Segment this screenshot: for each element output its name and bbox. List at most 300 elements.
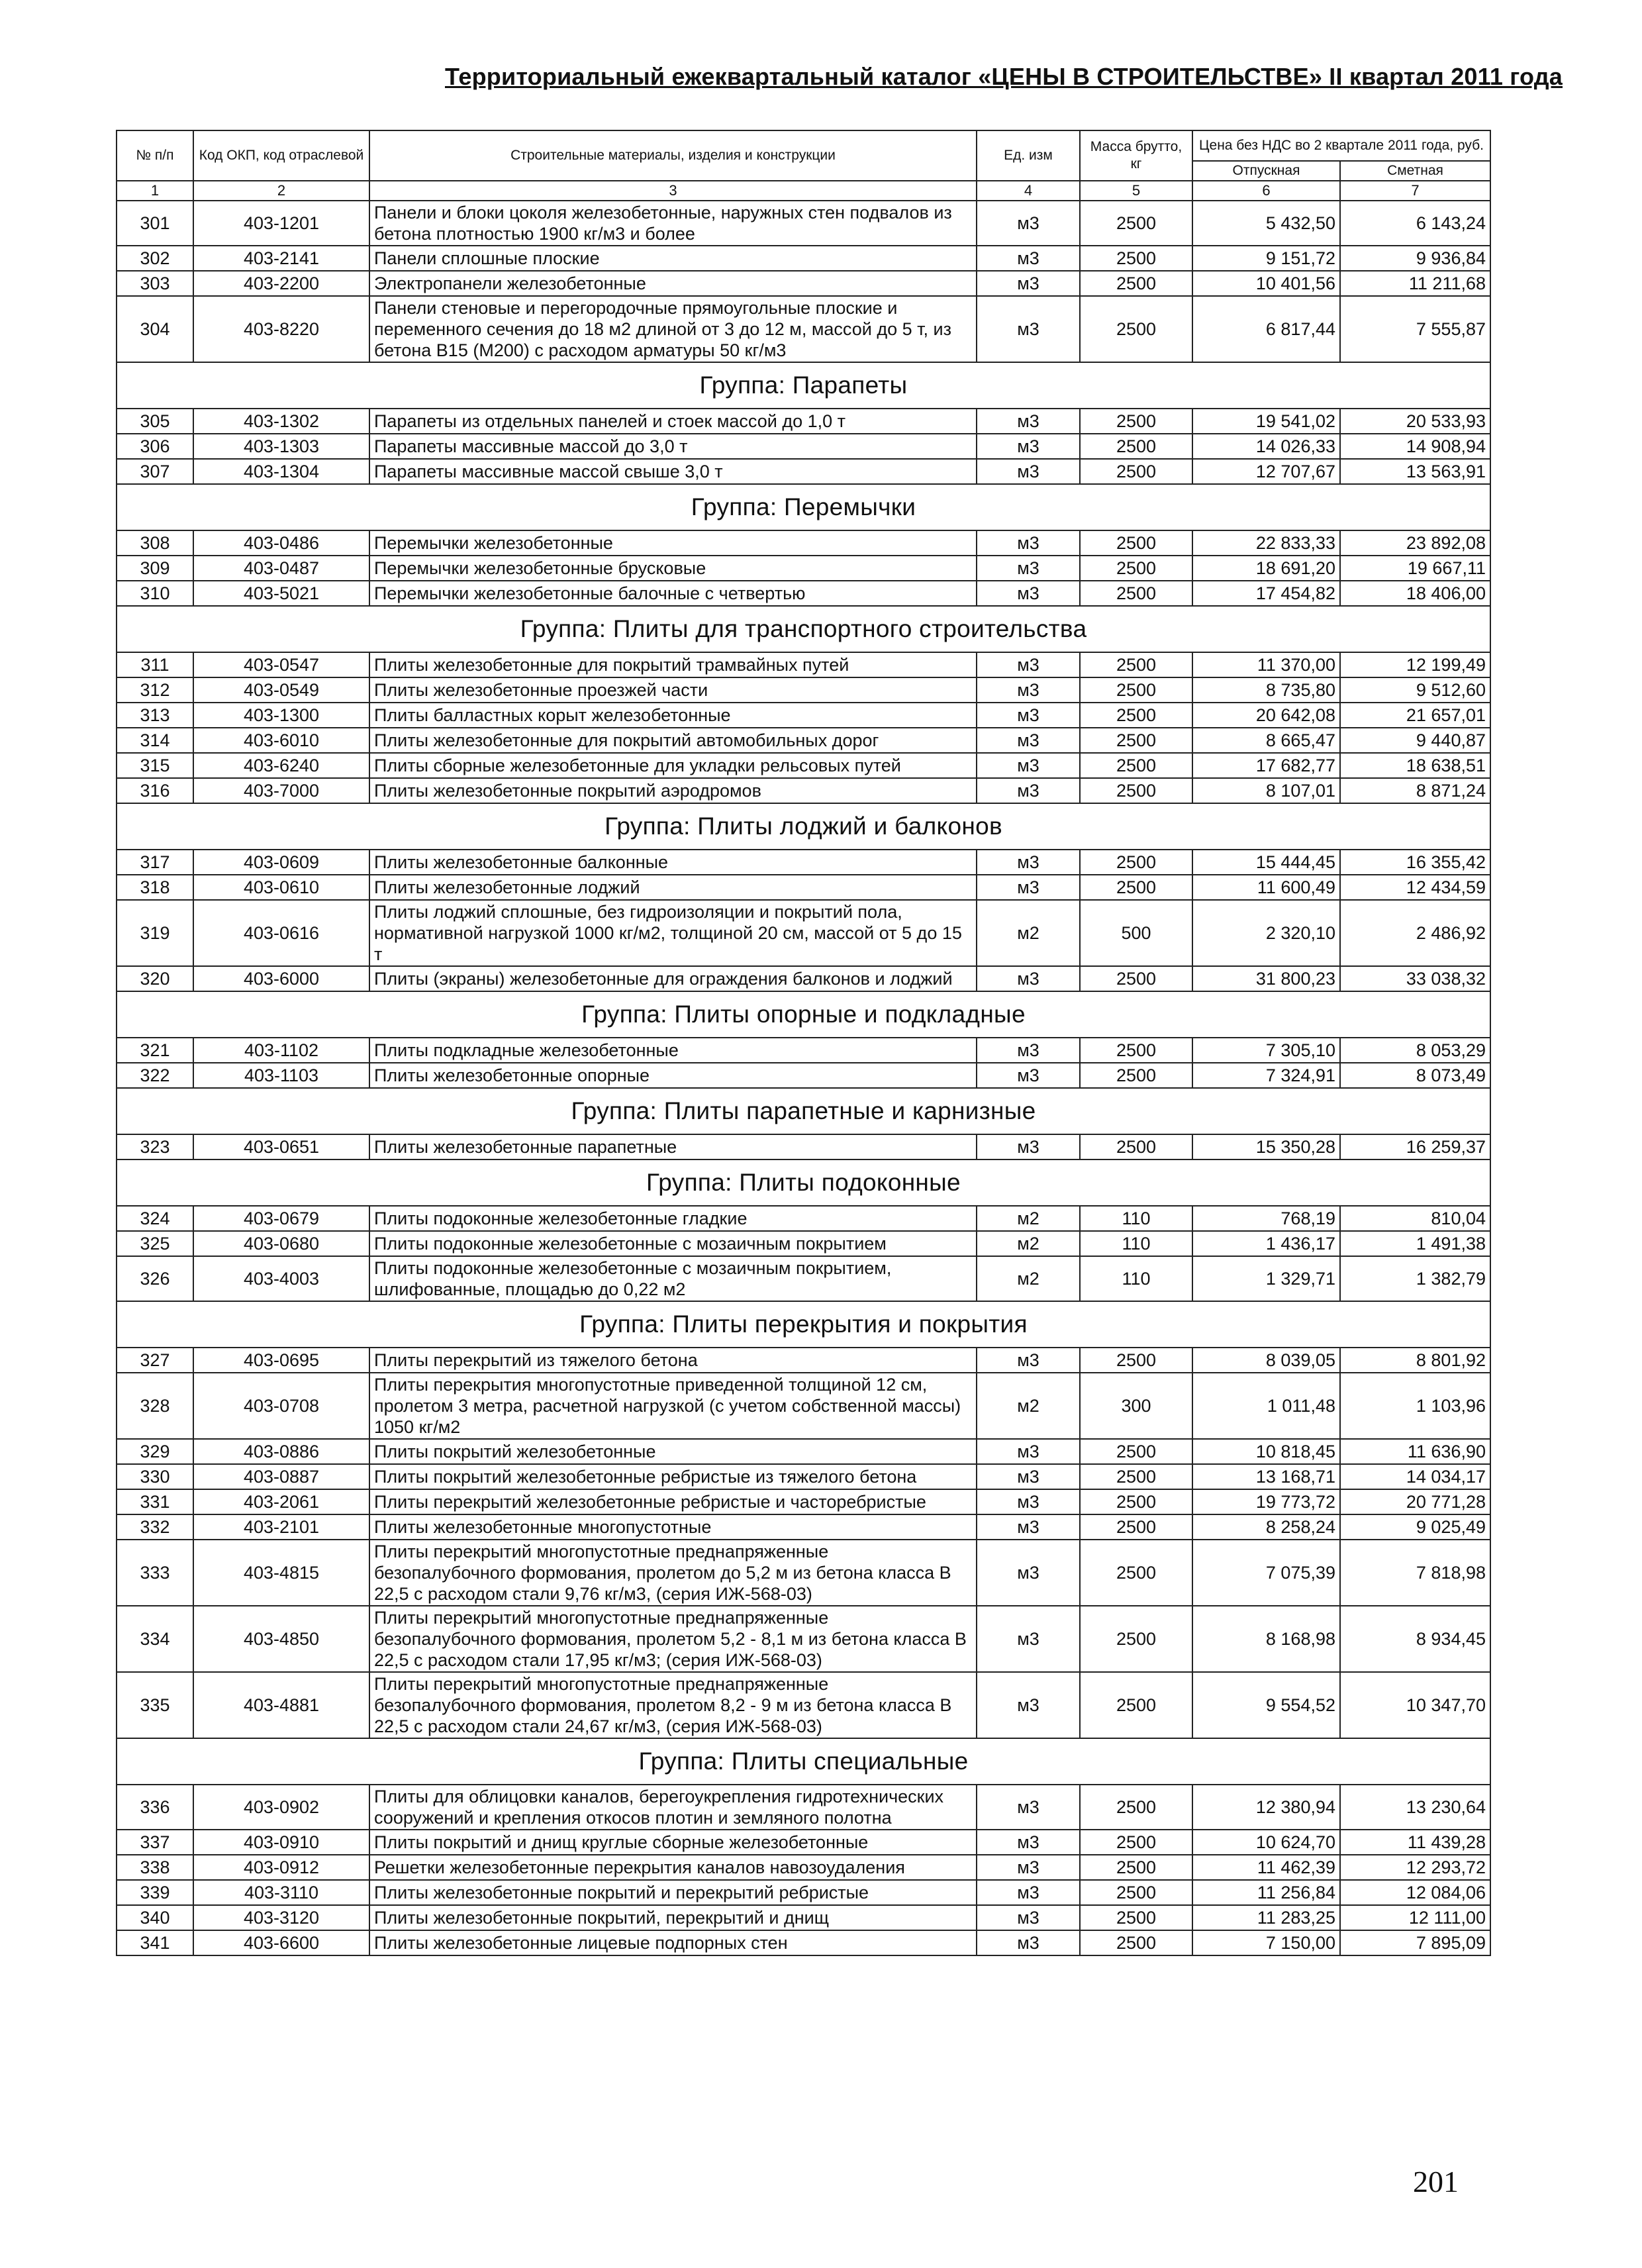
unit: м3 [977,296,1080,362]
header-price-estimate: Сметная [1340,161,1490,181]
material-name: Плиты подкладные железобетонные [369,1038,977,1063]
gross-mass: 2500 [1080,677,1192,703]
gross-mass: 2500 [1080,1489,1192,1514]
row-number: 324 [117,1206,193,1231]
row-number: 337 [117,1830,193,1855]
release-price: 20 642,08 [1192,703,1340,728]
unit: м3 [977,409,1080,434]
header-unit: Ед. изм [977,130,1080,181]
release-price: 8 168,98 [1192,1606,1340,1672]
gross-mass: 2500 [1080,1785,1192,1830]
gross-mass: 2500 [1080,296,1192,362]
estimate-price: 12 084,06 [1340,1880,1490,1905]
unit: м3 [977,652,1080,677]
okp-code: 403-6010 [193,728,369,753]
material-name: Плиты перекрытий многопустотные преднапряженные безопалубочного формования, пролетом 8,2 - 9 м из бетона класса В 22,5 с расходом стали 24,67 кг/м3, (серия ИЖ-568-03) [369,1672,977,1738]
gross-mass: 2500 [1080,1464,1192,1489]
release-price: 17 454,82 [1192,581,1340,606]
gross-mass: 2500 [1080,875,1192,900]
table-row [117,1930,1490,1955]
okp-code: 403-1302 [193,409,369,434]
release-price: 5 432,50 [1192,201,1340,246]
gross-mass: 2500 [1080,434,1192,459]
unit: м3 [977,1514,1080,1540]
release-price: 2 320,10 [1192,900,1340,966]
gross-mass: 110 [1080,1256,1192,1301]
unit: м3 [977,1855,1080,1880]
row-number: 310 [117,581,193,606]
table-body [117,201,1490,1955]
material-name: Плиты перекрытий железобетонные ребристые и часторебристые [369,1489,977,1514]
unit: м2 [977,1256,1080,1301]
row-number: 308 [117,530,193,556]
gross-mass: 2500 [1080,581,1192,606]
material-name: Решетки железобетонные перекрытия каналов навозоудаления [369,1855,977,1880]
table-row [117,1206,1490,1231]
estimate-price: 9 440,87 [1340,728,1490,753]
table-row [117,1514,1490,1540]
table-row [117,271,1490,296]
okp-code: 403-0616 [193,900,369,966]
release-price: 18 691,20 [1192,556,1340,581]
material-name: Плиты балластных корыт железобетонные [369,703,977,728]
row-number: 306 [117,434,193,459]
okp-code: 403-1300 [193,703,369,728]
okp-code: 403-4850 [193,1606,369,1672]
gross-mass: 2500 [1080,1905,1192,1930]
table-row [117,1672,1490,1738]
gross-mass: 300 [1080,1373,1192,1439]
table-row [117,1464,1490,1489]
table-row [117,1785,1490,1830]
release-price: 17 682,77 [1192,753,1340,778]
estimate-price: 7 818,98 [1340,1540,1490,1606]
estimate-price: 10 347,70 [1340,1672,1490,1738]
estimate-price: 21 657,01 [1340,703,1490,728]
header-price-release: Отпускная [1192,161,1340,181]
release-price: 8 258,24 [1192,1514,1340,1540]
release-price: 11 462,39 [1192,1855,1340,1880]
estimate-price: 20 533,93 [1340,409,1490,434]
gross-mass: 2500 [1080,1855,1192,1880]
material-name: Панели и блоки цоколя железобетонные, наружных стен подвалов из бетона плотностью 1900 кг/м3 и более [369,201,977,246]
gross-mass: 2500 [1080,778,1192,803]
header-col-number: 4 [977,181,1080,201]
material-name: Парапеты массивные массой свыше 3,0 т [369,459,977,484]
row-number: 309 [117,556,193,581]
estimate-price: 20 771,28 [1340,1489,1490,1514]
material-name: Плиты железобетонные лоджий [369,875,977,900]
table-row [117,1830,1490,1855]
material-name: Плиты подоконные железобетонные гладкие [369,1206,977,1231]
table-row [117,581,1490,606]
okp-code: 403-0679 [193,1206,369,1231]
gross-mass: 2500 [1080,246,1192,271]
row-number: 336 [117,1785,193,1830]
estimate-price: 18 638,51 [1340,753,1490,778]
group-title: Группа: Плиты лоджий и балконов [117,803,1490,850]
release-price: 7 075,39 [1192,1540,1340,1606]
header-code: Код ОКП, код отраслевой [193,130,369,181]
unit: м3 [977,1606,1080,1672]
okp-code: 403-5021 [193,581,369,606]
row-number: 322 [117,1063,193,1088]
gross-mass: 500 [1080,900,1192,966]
material-name: Плиты подоконные железобетонные с мозаичным покрытием [369,1231,977,1256]
okp-code: 403-6600 [193,1930,369,1955]
group-title: Группа: Парапеты [117,362,1490,409]
table-row [117,1540,1490,1606]
material-name: Плиты железобетонные опорные [369,1063,977,1088]
release-price: 10 818,45 [1192,1439,1340,1464]
material-name: Плиты железобетонные для покрытий трамвайных путей [369,652,977,677]
release-price: 11 283,25 [1192,1905,1340,1930]
estimate-price: 8 871,24 [1340,778,1490,803]
unit: м3 [977,1540,1080,1606]
gross-mass: 2500 [1080,556,1192,581]
group-row [117,1738,1490,1785]
unit: м3 [977,728,1080,753]
unit: м3 [977,1134,1080,1159]
row-number: 330 [117,1464,193,1489]
okp-code: 403-4815 [193,1540,369,1606]
row-number: 316 [117,778,193,803]
unit: м2 [977,900,1080,966]
table-row [117,246,1490,271]
release-price: 1 011,48 [1192,1373,1340,1439]
release-price: 10 401,56 [1192,271,1340,296]
gross-mass: 2500 [1080,850,1192,875]
gross-mass: 2500 [1080,966,1192,991]
okp-code: 403-4003 [193,1256,369,1301]
header-num: № п/п [117,130,193,181]
group-title: Группа: Плиты подоконные [117,1159,1490,1206]
gross-mass: 2500 [1080,409,1192,434]
row-number: 302 [117,246,193,271]
row-number: 334 [117,1606,193,1672]
release-price: 8 735,80 [1192,677,1340,703]
release-price: 1 329,71 [1192,1256,1340,1301]
estimate-price: 6 143,24 [1340,201,1490,246]
material-name: Плиты железобетонные для покрытий автомобильных дорог [369,728,977,753]
group-title: Группа: Плиты специальные [117,1738,1490,1785]
estimate-price: 9 025,49 [1340,1514,1490,1540]
estimate-price: 11 636,90 [1340,1439,1490,1464]
group-row [117,362,1490,409]
table-row [117,677,1490,703]
estimate-price: 1 103,96 [1340,1373,1490,1439]
unit: м3 [977,1905,1080,1930]
table-row [117,201,1490,246]
release-price: 11 256,84 [1192,1880,1340,1905]
material-name: Плиты железобетонные покрытий аэродромов [369,778,977,803]
release-price: 19 773,72 [1192,1489,1340,1514]
material-name: Плиты (экраны) железобетонные для ограждения балконов и лоджий [369,966,977,991]
estimate-price: 16 355,42 [1340,850,1490,875]
row-number: 307 [117,459,193,484]
okp-code: 403-6240 [193,753,369,778]
table-row [117,556,1490,581]
estimate-price: 12 293,72 [1340,1855,1490,1880]
release-price: 14 026,33 [1192,434,1340,459]
material-name: Плиты лоджий сплошные, без гидроизоляции и покрытий пола, нормативной нагрузкой 1000 кг/м2, толщиной 20 см, массой от 5 до 15 т [369,900,977,966]
table-row [117,1038,1490,1063]
unit: м2 [977,1206,1080,1231]
estimate-price: 8 073,49 [1340,1063,1490,1088]
group-row [117,606,1490,652]
estimate-price: 12 434,59 [1340,875,1490,900]
estimate-price: 11 439,28 [1340,1830,1490,1855]
row-number: 313 [117,703,193,728]
material-name: Плиты перекрытий многопустотные преднапряженные безопалубочного формования, пролетом до 5,2 м из бетона класса В 22,5 с расходом стали 9,76 кг/м3, (серия ИЖ-568-03) [369,1540,977,1606]
gross-mass: 2500 [1080,1540,1192,1606]
row-number: 339 [117,1880,193,1905]
release-price: 12 380,94 [1192,1785,1340,1830]
unit: м3 [977,1464,1080,1489]
group-title: Группа: Перемычки [117,484,1490,530]
unit: м3 [977,556,1080,581]
release-price: 9 151,72 [1192,246,1340,271]
release-price: 11 370,00 [1192,652,1340,677]
material-name: Перемычки железобетонные брусковые [369,556,977,581]
release-price: 15 444,45 [1192,850,1340,875]
table-row [117,778,1490,803]
okp-code: 403-0651 [193,1134,369,1159]
release-price: 22 833,33 [1192,530,1340,556]
okp-code: 403-2141 [193,246,369,271]
row-number: 312 [117,677,193,703]
unit: м2 [977,1231,1080,1256]
gross-mass: 2500 [1080,703,1192,728]
table-row [117,459,1490,484]
unit: м3 [977,753,1080,778]
estimate-price: 810,04 [1340,1206,1490,1231]
row-number: 303 [117,271,193,296]
release-price: 8 039,05 [1192,1348,1340,1373]
row-number: 315 [117,753,193,778]
table-row [117,728,1490,753]
gross-mass: 2500 [1080,1514,1192,1540]
gross-mass: 2500 [1080,1439,1192,1464]
header-col-number: 7 [1340,181,1490,201]
estimate-price: 13 563,91 [1340,459,1490,484]
unit: м3 [977,246,1080,271]
row-number: 340 [117,1905,193,1930]
estimate-price: 13 230,64 [1340,1785,1490,1830]
okp-code: 403-0912 [193,1855,369,1880]
row-number: 319 [117,900,193,966]
material-name: Плиты покрытий железобетонные ребристые из тяжелого бетона [369,1464,977,1489]
gross-mass: 2500 [1080,753,1192,778]
row-number: 311 [117,652,193,677]
material-name: Плиты железобетонные балконные [369,850,977,875]
material-name: Плиты железобетонные проезжей части [369,677,977,703]
header-name: Строительные материалы, изделия и конструкции [369,130,977,181]
estimate-price: 16 259,37 [1340,1134,1490,1159]
estimate-price: 12 111,00 [1340,1905,1490,1930]
unit: м3 [977,581,1080,606]
gross-mass: 2500 [1080,1672,1192,1738]
release-price: 8 665,47 [1192,728,1340,753]
row-number: 321 [117,1038,193,1063]
unit: м3 [977,703,1080,728]
table-row [117,875,1490,900]
gross-mass: 110 [1080,1206,1192,1231]
okp-code: 403-1201 [193,201,369,246]
table-row [117,1439,1490,1464]
okp-code: 403-0549 [193,677,369,703]
estimate-price: 9 512,60 [1340,677,1490,703]
table-row [117,530,1490,556]
row-number: 317 [117,850,193,875]
table-row [117,850,1490,875]
okp-code: 403-0695 [193,1348,369,1373]
table-row [117,1134,1490,1159]
release-price: 7 305,10 [1192,1038,1340,1063]
gross-mass: 2500 [1080,1830,1192,1855]
unit: м3 [977,530,1080,556]
release-price: 31 800,23 [1192,966,1340,991]
material-name: Плиты покрытий и днищ круглые сборные железобетонные [369,1830,977,1855]
row-number: 320 [117,966,193,991]
release-price: 1 436,17 [1192,1231,1340,1256]
table-row [117,409,1490,434]
material-name: Плиты железобетонные лицевые подпорных стен [369,1930,977,1955]
gross-mass: 2500 [1080,271,1192,296]
row-number: 314 [117,728,193,753]
gross-mass: 2500 [1080,1348,1192,1373]
release-price: 7 324,91 [1192,1063,1340,1088]
okp-code: 403-1304 [193,459,369,484]
header-price: Цена без НДС во 2 квартале 2011 года, руб. [1192,130,1490,161]
okp-code: 403-0887 [193,1464,369,1489]
okp-code: 403-2101 [193,1514,369,1540]
material-name: Плиты железобетонные многопустотные [369,1514,977,1540]
header-mass: Масса брутто, кг [1080,130,1192,181]
material-name: Плиты перекрытий многопустотные преднапряженные безопалубочного формования, пролетом 5,2 - 8,1 м из бетона класса В 22,5 с расходом стали 17,95 кг/м3; (серия ИЖ-568-03) [369,1606,977,1672]
group-row [117,1088,1490,1134]
okp-code: 403-3120 [193,1905,369,1930]
release-price: 15 350,28 [1192,1134,1340,1159]
unit: м3 [977,850,1080,875]
row-number: 304 [117,296,193,362]
row-number: 331 [117,1489,193,1514]
gross-mass: 2500 [1080,201,1192,246]
estimate-price: 8 934,45 [1340,1606,1490,1672]
table-row [117,1256,1490,1301]
release-price: 12 707,67 [1192,459,1340,484]
okp-code: 403-0910 [193,1830,369,1855]
row-number: 301 [117,201,193,246]
page-title: Территориальный ежеквартальный каталог «ЦЕНЫ В СТРОИТЕЛЬСТВЕ» II квартал 2011 года [445,63,1563,90]
material-name: Парапеты из отдельных панелей и стоек массой до 1,0 т [369,409,977,434]
gross-mass: 110 [1080,1231,1192,1256]
okp-code: 403-2200 [193,271,369,296]
group-row [117,1301,1490,1348]
material-name: Плиты перекрытий из тяжелого бетона [369,1348,977,1373]
group-row [117,991,1490,1038]
table-row [117,1373,1490,1439]
unit: м3 [977,1489,1080,1514]
row-number: 323 [117,1134,193,1159]
table-row [117,1348,1490,1373]
estimate-price: 1 382,79 [1340,1256,1490,1301]
row-number: 335 [117,1672,193,1738]
estimate-price: 7 895,09 [1340,1930,1490,1955]
unit: м3 [977,1063,1080,1088]
unit: м2 [977,1373,1080,1439]
gross-mass: 2500 [1080,459,1192,484]
okp-code: 403-1303 [193,434,369,459]
estimate-price: 14 034,17 [1340,1464,1490,1489]
row-number: 326 [117,1256,193,1301]
table-row [117,753,1490,778]
okp-code: 403-0486 [193,530,369,556]
group-row [117,1159,1490,1206]
gross-mass: 2500 [1080,1038,1192,1063]
table-row [117,966,1490,991]
material-name: Плиты железобетонные парапетные [369,1134,977,1159]
unit: м3 [977,1830,1080,1855]
estimate-price: 12 199,49 [1340,652,1490,677]
estimate-price: 2 486,92 [1340,900,1490,966]
group-row [117,803,1490,850]
okp-code: 403-0886 [193,1439,369,1464]
unit: м3 [977,1880,1080,1905]
material-name: Панели сплошные плоские [369,246,977,271]
unit: м3 [977,434,1080,459]
material-name: Парапеты массивные массой до 3,0 т [369,434,977,459]
unit: м3 [977,966,1080,991]
release-price: 8 107,01 [1192,778,1340,803]
estimate-price: 11 211,68 [1340,271,1490,296]
group-row [117,484,1490,530]
row-number: 338 [117,1855,193,1880]
material-name: Плиты покрытий железобетонные [369,1439,977,1464]
table-row [117,1489,1490,1514]
gross-mass: 2500 [1080,1134,1192,1159]
material-name: Плиты железобетонные покрытий, перекрытий и днищ [369,1905,977,1930]
unit: м3 [977,1038,1080,1063]
row-number: 328 [117,1373,193,1439]
gross-mass: 2500 [1080,1606,1192,1672]
okp-code: 403-7000 [193,778,369,803]
unit: м3 [977,875,1080,900]
estimate-price: 1 491,38 [1340,1231,1490,1256]
okp-code: 403-0902 [193,1785,369,1830]
material-name: Перемычки железобетонные балочные с четвертью [369,581,977,606]
price-table [116,130,1491,1956]
table-row [117,703,1490,728]
okp-code: 403-0487 [193,556,369,581]
material-name: Плиты железобетонные покрытий и перекрытий ребристые [369,1880,977,1905]
unit: м3 [977,677,1080,703]
estimate-price: 33 038,32 [1340,966,1490,991]
release-price: 11 600,49 [1192,875,1340,900]
group-title: Группа: Плиты опорные и подкладные [117,991,1490,1038]
group-title: Группа: Плиты парапетные и карнизные [117,1088,1490,1134]
header-col-number: 3 [369,181,977,201]
material-name: Плиты перекрытия многопустотные приведенной толщиной 12 см, пролетом 3 метра, расчетной нагрузкой (с учетом собственной массы) 1050 кг/м2 [369,1373,977,1439]
release-price: 768,19 [1192,1206,1340,1231]
table-row [117,296,1490,362]
row-number: 333 [117,1540,193,1606]
okp-code: 403-6000 [193,966,369,991]
page-number: 201 [1413,2165,1459,2198]
group-title: Группа: Плиты перекрытия и покрытия [117,1301,1490,1348]
unit: м3 [977,1439,1080,1464]
okp-code: 403-0547 [193,652,369,677]
